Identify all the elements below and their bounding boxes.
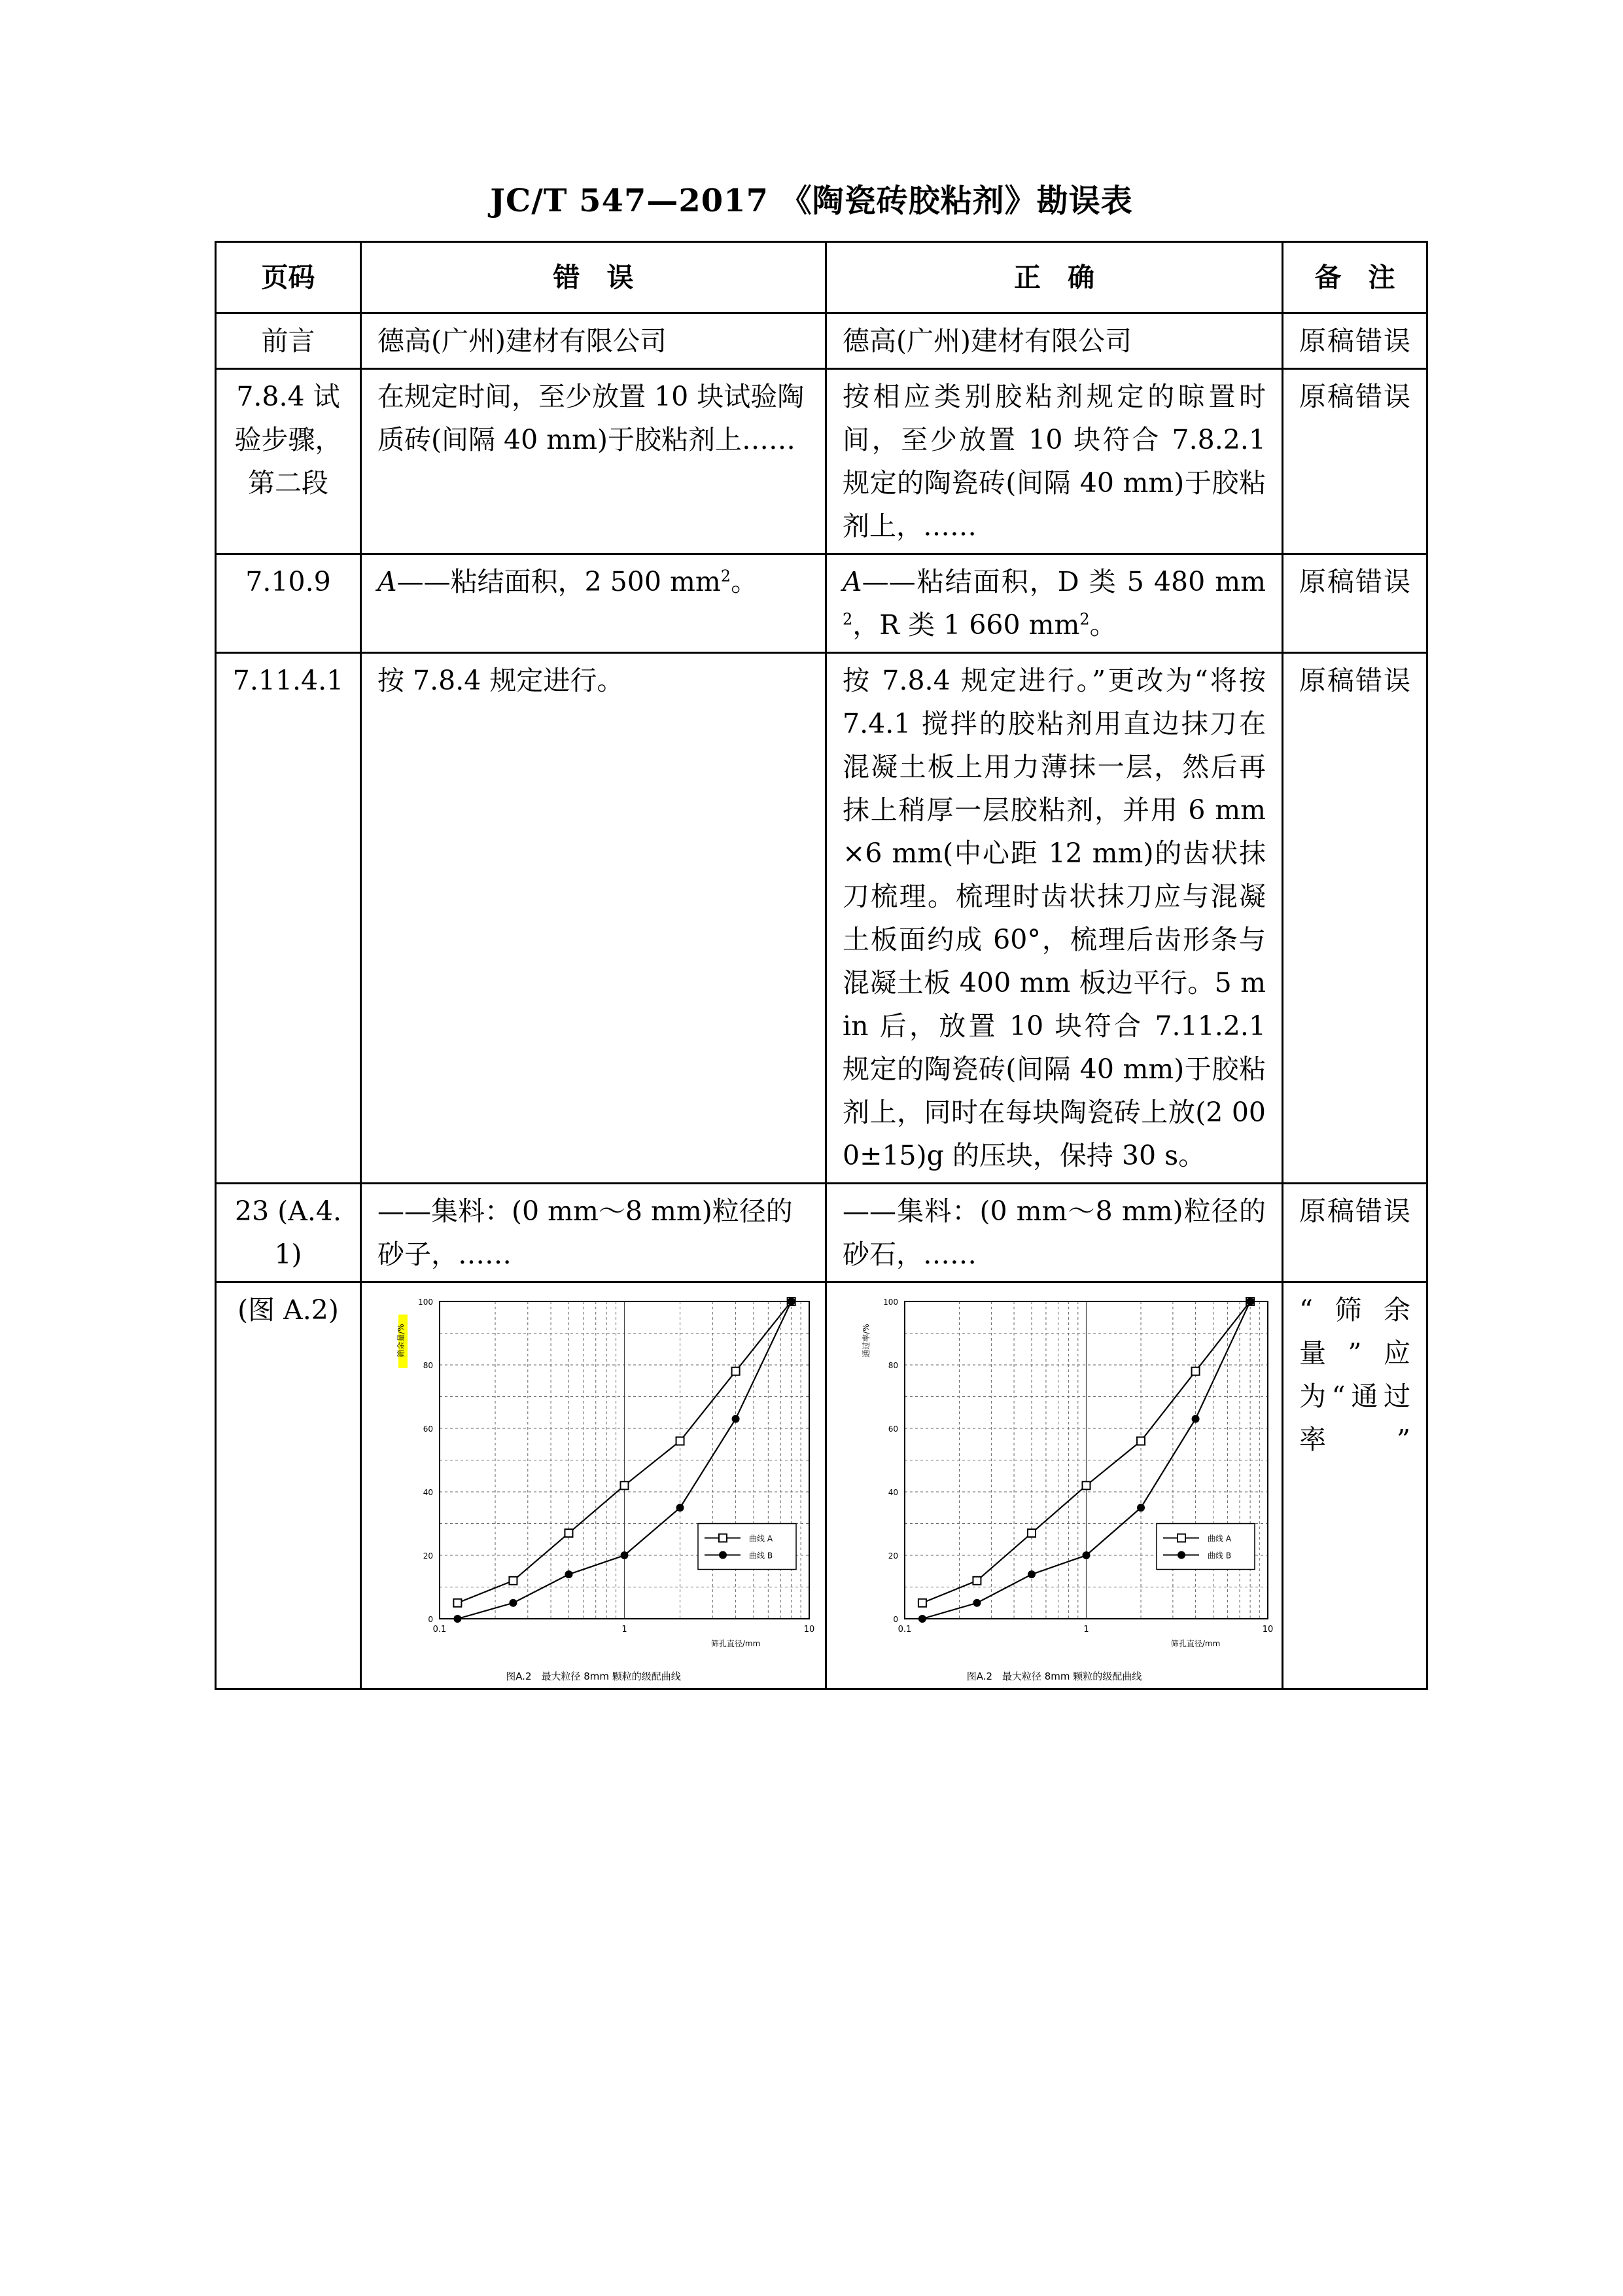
variable-a: A [843,566,862,597]
cell-note: “筛余量”应为“通过率” [1283,1282,1427,1689]
cell-wrong: 德高(广州)建材有限公司 [361,313,826,369]
text-fragment: ，R 类 1 660 mm [852,609,1080,641]
superscript: 2 [1079,610,1090,629]
x-tick-label: 0.1 [432,1625,447,1634]
header-page: 页码 [216,242,361,313]
cell-correct: 按 7.8.4 规定进行。”更改为“将按 7.4.1 搅拌的胶粘剂用直边抹刀在混凝土板上用力薄抹一层，然后再抹上稍厚一层胶粘剂，并用 6 mm×6 mm(中心距 12 mm)的齿状抹刀梳理。梳理时齿状抹刀应与混凝土板面约成 60°，梳理后齿形条与混凝土板 400 mm 板边平行。5 min 后，放置 10 块符合 7.11.2.1 规定的陶瓷砖(间隔 40 mm)于胶粘剂上，同时在每块陶瓷砖上放(2 000±15)g 的压块，保持 30 s。 [826,653,1283,1184]
variable-a: A [377,566,397,597]
data-point-b [621,1551,629,1559]
y-tick-label: 100 [418,1298,433,1307]
cell-correct: 按相应类别胶粘剂规定的晾置时间，至少放置 10 块符合 7.8.2.1 规定的陶瓷砖(间隔 40 mm)于胶粘剂上，…… [826,369,1283,554]
cell-wrong: 在规定时间，至少放置 10 块试验陶质砖(间隔 40 mm)于胶粘剂上…… [361,369,826,554]
data-point-b [565,1570,572,1578]
x-tick-label: 10 [803,1625,815,1634]
cell-wrong: ——集料：(0 mm～8 mm)粒径的砂子，…… [361,1184,826,1282]
data-point-a [1028,1529,1036,1537]
y-tick-label: 60 [888,1424,898,1434]
x-axis-label: 筛孔直径/mm [1170,1639,1221,1648]
cell-note: 原稿错误 [1283,1184,1427,1282]
y-tick-label: 20 [423,1551,433,1561]
data-point-b [509,1599,517,1607]
cell-page: 23 (A.4.1) [216,1184,361,1282]
table-row [216,369,1427,554]
cell-note: 原稿错误 [1283,653,1427,1184]
data-point-b [453,1615,461,1623]
data-point-a [621,1481,629,1489]
data-point-b [1246,1298,1254,1305]
figure-caption: 图A.2 最大粒径 8mm 颗粒的级配曲线 [506,1670,681,1682]
data-point-a [453,1599,461,1607]
cell-correct [826,554,1283,653]
figure-caption: 图A.2 最大粒径 8mm 颗粒的级配曲线 [966,1670,1142,1682]
grading-curve-chart-wrong [377,1288,829,1655]
data-point-b [1137,1504,1145,1511]
cell-wrong [361,554,826,653]
table-row [216,1282,1427,1689]
cell-page: 7.8.4 试验步骤，第二段 [216,369,361,554]
document-title: JC/T 547—2017 《陶瓷砖胶粘剂》勘误表 [490,183,1133,219]
cell-page: (图 A.2) [216,1282,361,1689]
cell-page: 前言 [216,313,361,369]
data-point-a [676,1437,684,1445]
data-point-b [676,1504,684,1511]
data-point-a [732,1368,740,1375]
table-row [216,1184,1427,1282]
cell-wrong-figure [361,1282,826,1689]
x-tick-label: 10 [1262,1625,1274,1634]
superscript: 2 [843,610,853,629]
data-point-b [1083,1551,1091,1559]
y-tick-label: 100 [883,1298,898,1307]
header-note: 备 注 [1283,242,1427,313]
data-point-a [1083,1481,1091,1489]
data-point-a [1192,1368,1200,1375]
text-fragment: ——粘结面积，2 500 mm [396,566,721,597]
x-axis-label: 筛孔直径/mm [710,1639,761,1648]
cell-correct: ——集料：(0 mm～8 mm)粒径的砂石，…… [826,1184,1283,1282]
cell-note: 原稿错误 [1283,369,1427,554]
superscript: 2 [720,567,731,586]
data-point-a [565,1529,572,1537]
errata-table [215,241,1428,1690]
cell-note: 原稿错误 [1283,313,1427,369]
legend-box [698,1524,796,1570]
data-point-b [918,1615,926,1623]
data-point-b [1028,1570,1036,1578]
data-point-a [973,1577,981,1585]
y-axis-label: 通过率/% [862,1324,871,1358]
cell-note: 原稿错误 [1283,554,1427,653]
data-point-a [1137,1437,1145,1445]
y-tick-label: 40 [423,1488,433,1497]
text-fragment: 。 [731,566,758,597]
cell-page: 7.10.9 [216,554,361,653]
x-tick-label: 1 [1083,1625,1089,1634]
data-point-b [973,1599,981,1607]
text-fragment: ——粘结面积，D 类 5 480 mm [862,566,1266,597]
y-tick-label: 60 [423,1424,433,1434]
cell-correct: 德高(广州)建材有限公司 [826,313,1283,369]
data-point-b [788,1298,795,1305]
legend-marker-a [1178,1534,1185,1542]
y-tick-label: 40 [888,1488,898,1497]
data-point-b [732,1415,740,1422]
table-row [216,554,1427,653]
header-correct: 正 确 [826,242,1283,313]
cell-correct-figure [826,1282,1283,1689]
legend-label: 曲线 B [749,1551,773,1561]
y-tick-label: 80 [888,1361,898,1370]
legend-label: 曲线 A [749,1534,773,1544]
legend-label: 曲线 A [1208,1534,1232,1544]
y-tick-label: 20 [888,1551,898,1561]
cell-page: 7.11.4.1 [216,653,361,1184]
x-tick-label: 0.1 [898,1625,912,1634]
y-tick-label: 0 [428,1615,433,1624]
y-tick-label: 0 [893,1615,898,1624]
y-tick-label: 80 [423,1361,433,1370]
y-axis-label: 筛余量/% [396,1324,406,1358]
legend-marker-a [719,1534,727,1542]
legend-marker-b [719,1551,727,1559]
header-wrong: 错 误 [361,242,826,313]
x-tick-label: 1 [621,1625,627,1634]
data-point-b [1192,1415,1200,1422]
table-row [216,653,1427,1184]
grading-curve-chart-correct [843,1288,1287,1655]
data-point-a [918,1599,926,1607]
table-header-row [216,242,1427,313]
table-row [216,313,1427,369]
legend-marker-b [1178,1551,1185,1559]
cell-wrong: 按 7.8.4 规定进行。 [361,653,826,1184]
legend-box [1157,1524,1255,1570]
legend-label: 曲线 B [1208,1551,1232,1561]
data-point-a [509,1577,517,1585]
text-fragment: 。 [1089,609,1117,641]
